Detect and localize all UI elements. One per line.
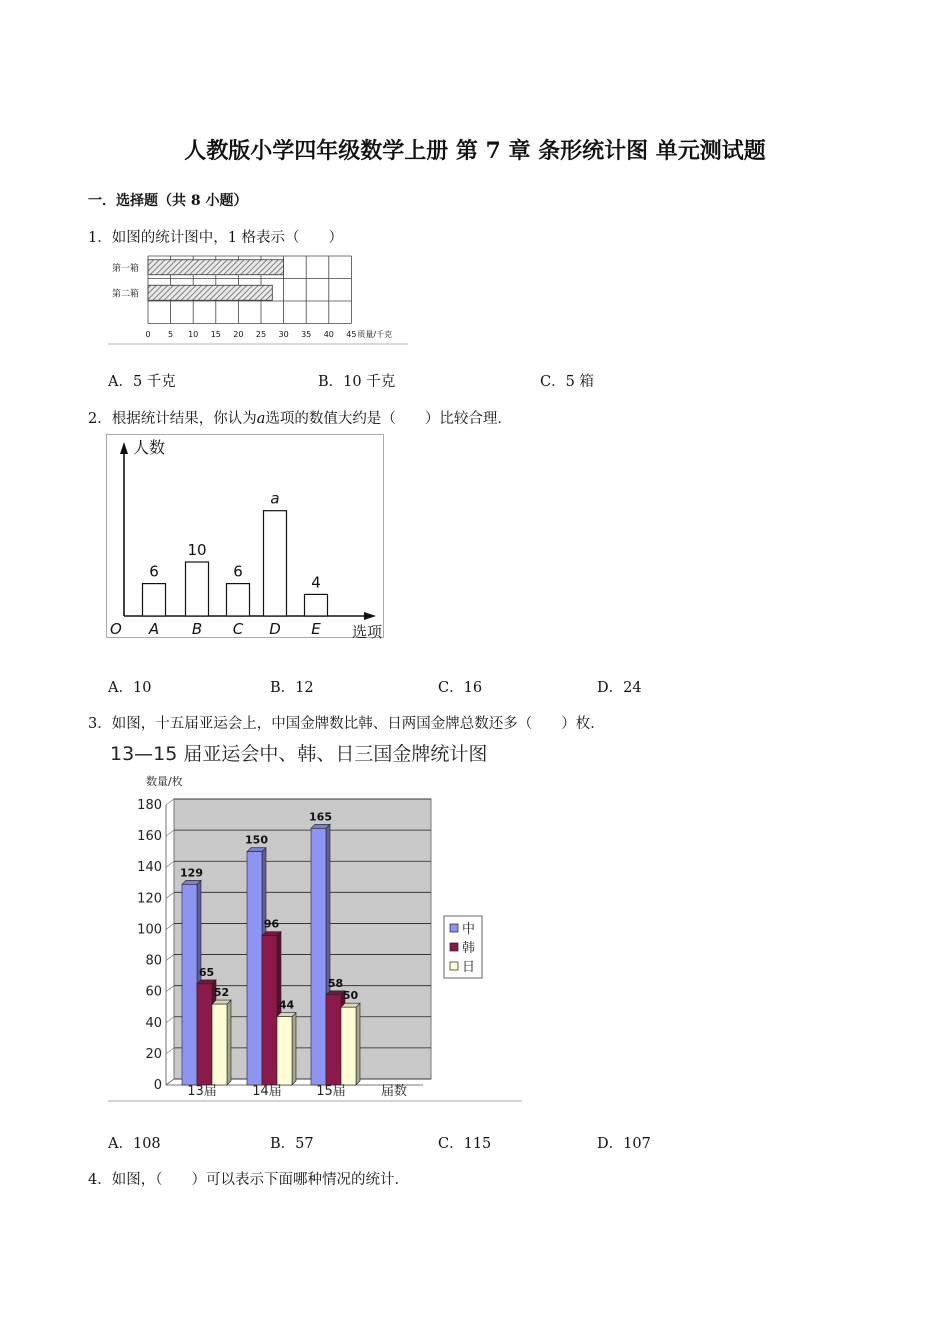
data-label: 150	[245, 833, 268, 847]
q2-option-b[interactable]: B．12	[270, 680, 314, 696]
question-3-text: 3．如图，十五届亚运会上，中国金牌数比韩、日两国金牌总数还多（ ）枚．	[88, 716, 605, 732]
category-label: 第一箱	[112, 263, 140, 274]
grid-line-depth	[166, 986, 174, 992]
bar	[341, 1007, 356, 1085]
y-axis-label: 数量/枚	[146, 775, 183, 788]
y-tick-label: 0	[153, 1078, 162, 1093]
chart-title: 13—15 届亚运会中、韩、日三国金牌统计图	[110, 743, 488, 765]
y-tick-label: 100	[137, 922, 162, 938]
x-tick-label: 45	[346, 330, 357, 339]
data-label: 10	[187, 541, 207, 559]
bar	[197, 984, 212, 1085]
page-title: 人教版小学四年级数学上册 第 7 章 条形统计图 单元测试题	[184, 138, 766, 164]
bar	[143, 584, 166, 616]
q2-bar-chart	[106, 434, 388, 644]
bar	[182, 884, 197, 1085]
x-tick-label: 25	[255, 330, 267, 339]
x-tick-label: 40	[323, 330, 334, 339]
x-tick-label: 35	[301, 330, 312, 339]
x-axis-arrow	[364, 612, 376, 620]
x-tick-label: B	[191, 620, 203, 638]
x-tick-label: 5	[168, 330, 174, 339]
data-label: 65	[198, 965, 215, 979]
bar	[247, 852, 262, 1085]
legend-swatch	[450, 943, 458, 951]
data-label: 4	[311, 573, 321, 592]
data-label: 165	[309, 810, 332, 824]
q1-option-a[interactable]: A．5 千克	[108, 374, 176, 390]
x-tick-label: 20	[233, 330, 244, 339]
x-tick-label: D	[269, 620, 281, 638]
data-label: 6	[233, 562, 243, 581]
legend-swatch	[450, 924, 458, 932]
data-label: 44	[278, 998, 295, 1012]
x-tick-label: 14届	[252, 1084, 282, 1099]
y-tick-label: 120	[137, 891, 162, 907]
y-axis-label: 人数	[133, 438, 166, 457]
y-tick-label: 60	[145, 984, 162, 1000]
grid-line-depth	[166, 1079, 174, 1085]
category-label: 第二箱	[112, 289, 140, 300]
q2-option-a[interactable]: A．10	[108, 680, 152, 696]
grid-line-depth	[166, 1017, 174, 1023]
x-axis-label: 质量/千克	[357, 330, 393, 339]
data-label: a	[270, 489, 280, 508]
data-label: 50	[342, 989, 359, 1003]
grid-line-depth	[166, 861, 174, 867]
x-tick-label: 30	[278, 330, 289, 339]
q1-option-c[interactable]: C．5 箱	[540, 374, 594, 390]
legend-label: 日	[462, 960, 476, 975]
data-label: 58	[327, 976, 344, 990]
data-label: 52	[213, 986, 230, 1000]
data-label: 129	[180, 866, 203, 880]
x-axis-label: 届数	[380, 1084, 408, 1099]
x-tick-label: A	[148, 620, 160, 638]
bar	[186, 562, 209, 616]
x-tick-label: C	[232, 620, 244, 638]
x-tick-label: 10	[188, 330, 199, 339]
bar	[212, 1004, 227, 1085]
question-1-text: 1．如图的统计图中，1 格表示（ ）	[88, 230, 344, 246]
q2-option-d[interactable]: D．24	[597, 680, 642, 696]
origin-label: O	[110, 620, 122, 638]
data-label: 6	[149, 562, 159, 581]
q3-option-d[interactable]: D．107	[597, 1136, 651, 1152]
x-tick-label: E	[311, 620, 321, 638]
bar	[277, 1017, 292, 1085]
question-2-text: 2．根据统计结果，你认为a选项的数值大约是（ ）比较合理．	[88, 411, 512, 427]
legend-label: 韩	[462, 941, 476, 956]
bar-side	[292, 1013, 296, 1085]
y-tick-label: 160	[137, 829, 162, 845]
y-axis-arrow	[120, 442, 128, 454]
q1-option-b[interactable]: B．10 千克	[318, 374, 396, 390]
q3-option-b[interactable]: B．57	[270, 1136, 314, 1152]
grid-line-depth	[166, 799, 174, 805]
bar-side	[227, 1000, 231, 1085]
y-tick-label: 20	[145, 1046, 162, 1062]
bar	[262, 936, 277, 1085]
bar-side	[356, 1003, 360, 1085]
grid-line-depth	[166, 892, 174, 898]
q3-bar-chart	[106, 740, 526, 1104]
q2-option-c[interactable]: C．16	[438, 680, 483, 696]
question-4-text: 4．如图，（ ）可以表示下面哪种情况的统计．	[88, 1172, 409, 1188]
x-axis-label: 选项	[352, 623, 383, 641]
legend-swatch	[450, 962, 458, 970]
x-tick-label: 13届	[187, 1084, 217, 1099]
x-tick-label: 15	[210, 330, 221, 339]
y-tick-label: 180	[137, 798, 162, 813]
section-heading: 一．选择题（共 8 小题）	[88, 193, 248, 209]
grid-line-depth	[166, 955, 174, 961]
bar	[305, 594, 328, 616]
grid-line-depth	[166, 830, 174, 836]
y-tick-label: 140	[137, 860, 162, 876]
grid-line-depth	[166, 1048, 174, 1054]
data-label: 96	[263, 917, 280, 931]
legend-label: 中	[462, 922, 476, 937]
y-tick-label: 80	[145, 953, 162, 969]
bar	[148, 285, 272, 300]
y-tick-label: 40	[145, 1015, 162, 1031]
bar	[326, 995, 341, 1085]
bar	[264, 511, 287, 616]
bar	[311, 828, 326, 1085]
grid-line-depth	[166, 923, 174, 929]
x-tick-label: 15届	[316, 1084, 346, 1099]
bar	[227, 584, 250, 616]
x-tick-label: 0	[145, 330, 151, 339]
q3-option-a[interactable]: A．108	[108, 1136, 161, 1152]
bar	[148, 260, 284, 275]
q3-option-c[interactable]: C．115	[438, 1136, 492, 1152]
q1-bar-chart	[108, 254, 408, 346]
